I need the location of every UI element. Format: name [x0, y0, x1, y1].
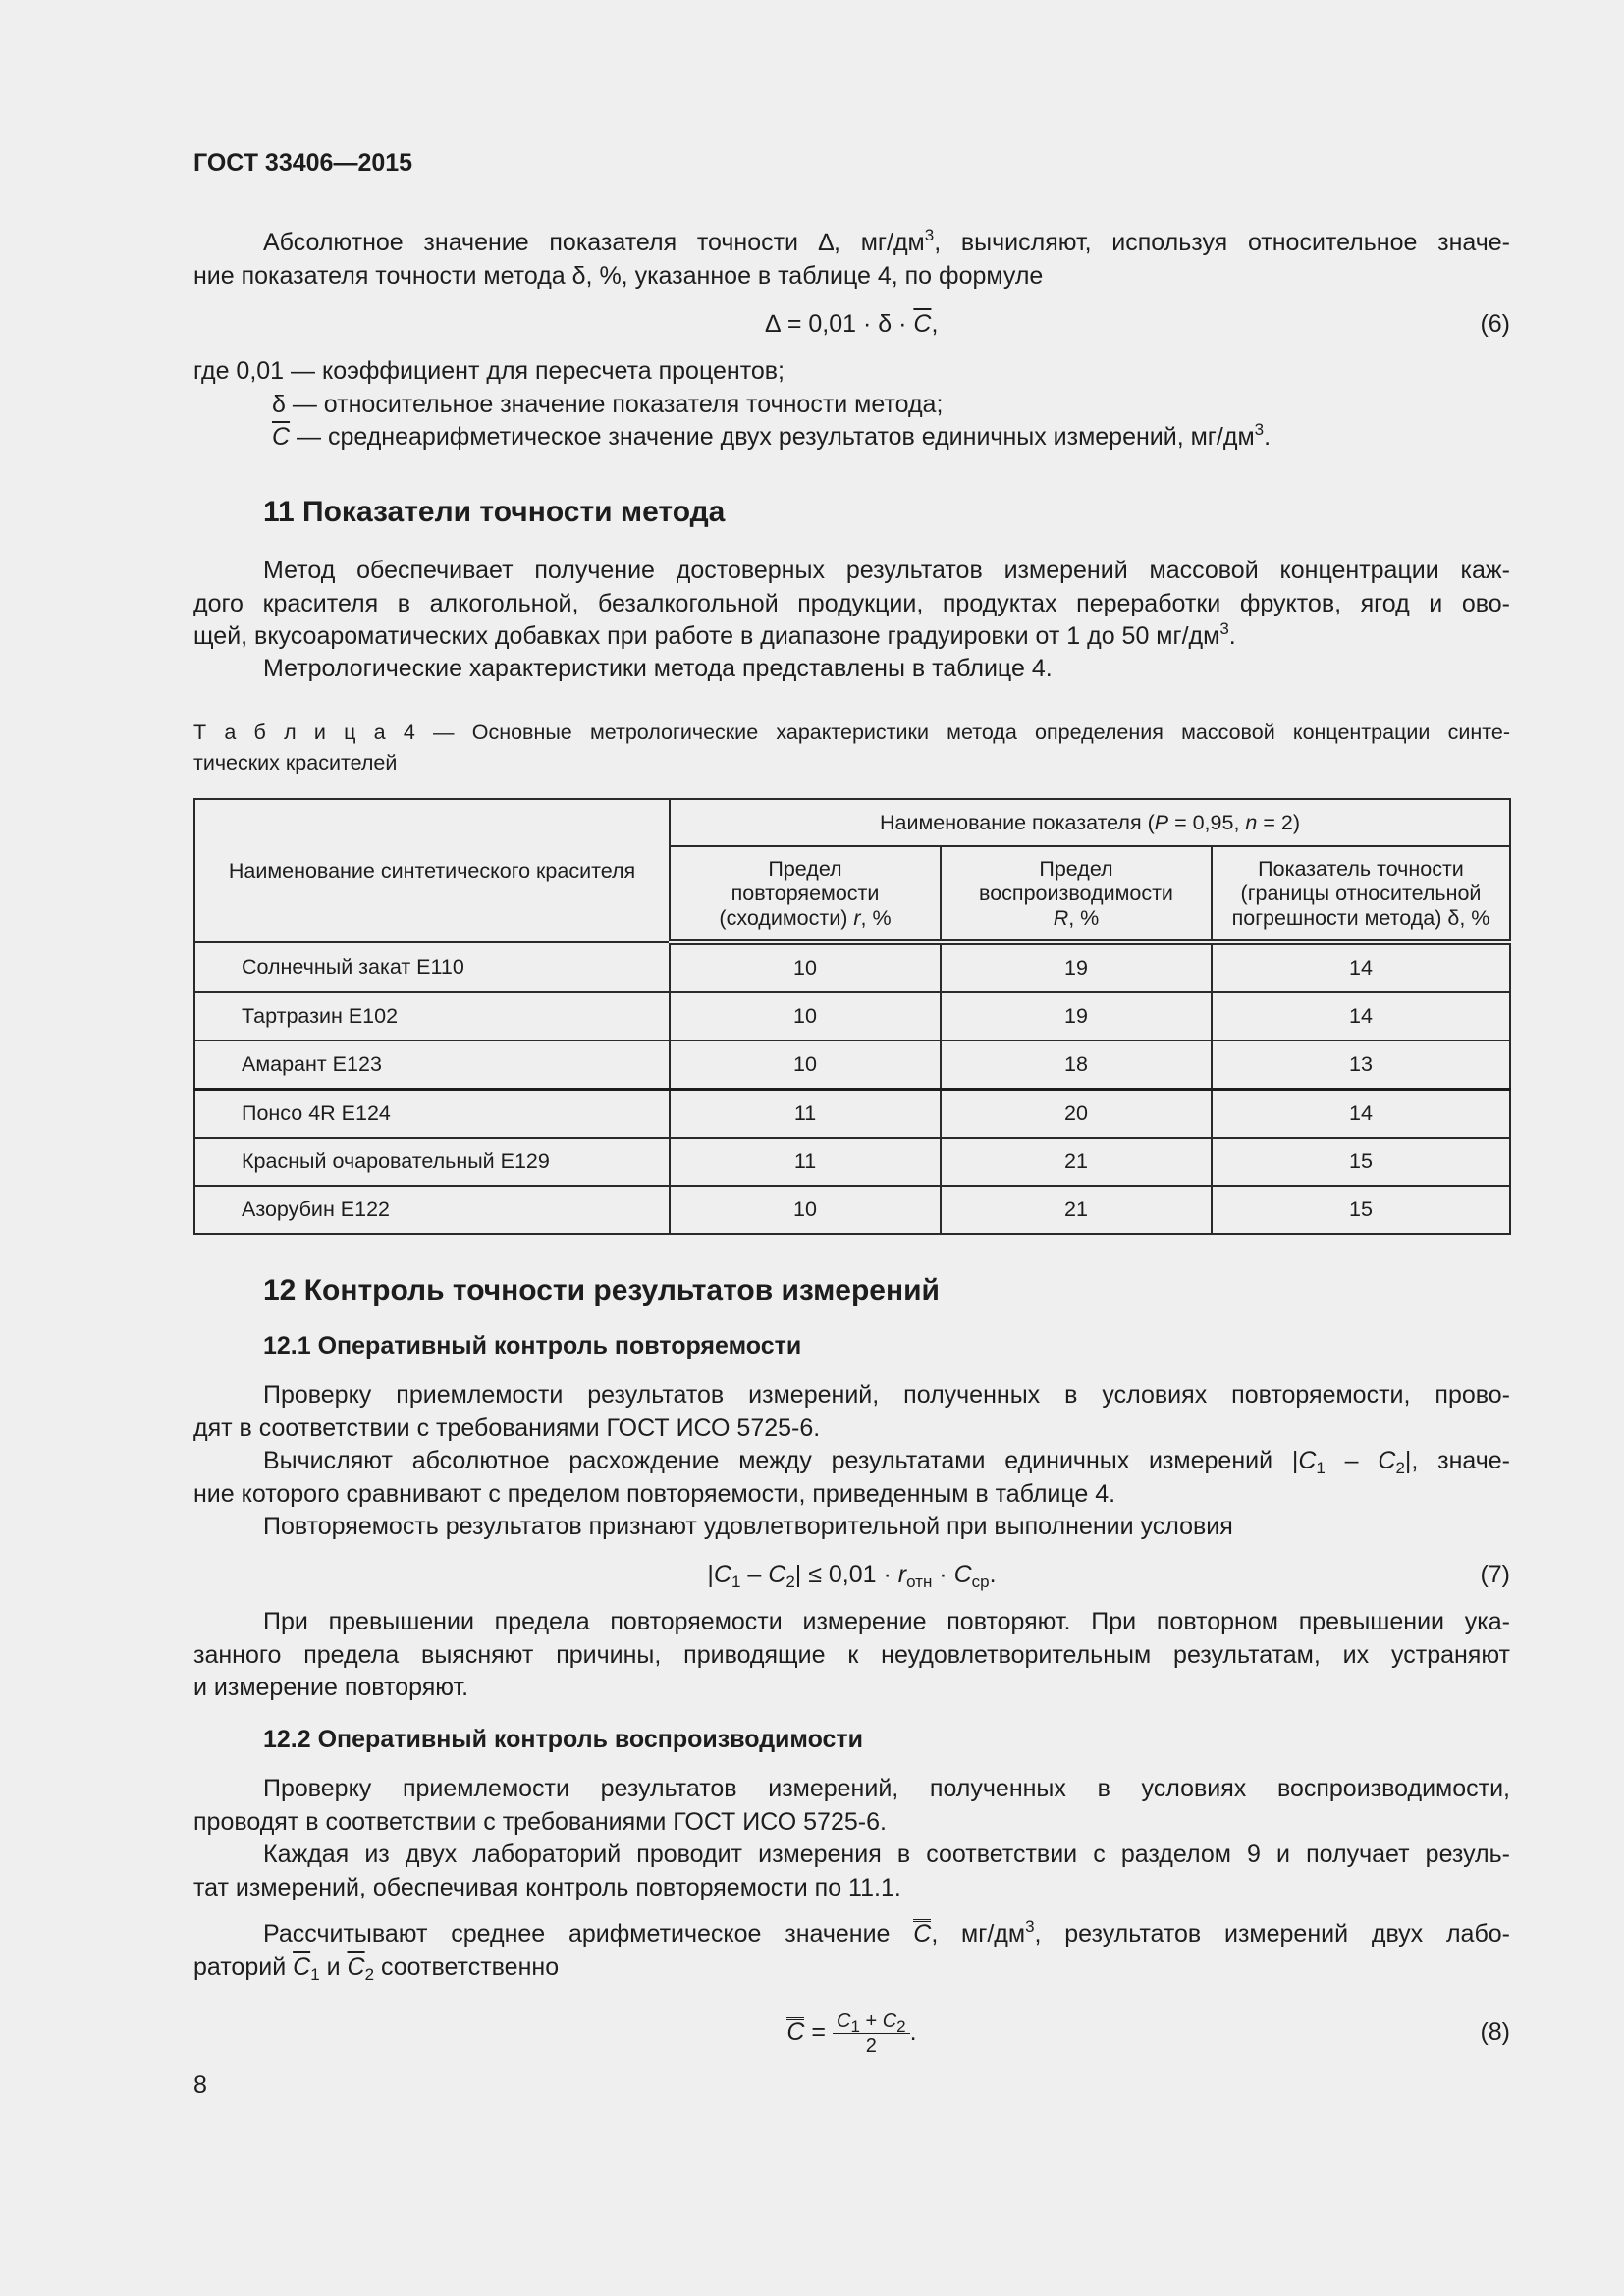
repeatability-cell: 10 [670, 1186, 941, 1234]
paragraph-11-metrology [193, 653, 1510, 686]
table-row [194, 942, 1510, 992]
table-row [194, 1090, 1510, 1139]
accuracy-cell: 13 [1212, 1041, 1510, 1090]
text-segment: n [1245, 810, 1258, 834]
text-segment: воспроизводимости [979, 881, 1173, 905]
paragraph-12-1-c [193, 1511, 1510, 1544]
text-line [193, 1478, 1510, 1512]
text-line [1213, 881, 1509, 906]
paragraph-12-1-a [193, 1379, 1510, 1445]
text-line [193, 748, 1510, 778]
text-segment: (границы относительной [1240, 881, 1482, 905]
text-line [193, 653, 1510, 686]
text-segment: C [713, 1561, 731, 1588]
repeatability-cell: 11 [670, 1138, 941, 1186]
text-line [1213, 906, 1509, 931]
text-segment: При превышении предела повторяемости измерение повторяют. При повторном превышении ука- [263, 1608, 1510, 1635]
paragraph-accuracy-formula-intro [193, 227, 1510, 293]
text-segment: C [913, 1920, 932, 1948]
text-segment: – [740, 1561, 769, 1588]
col-accuracy-header [1212, 846, 1510, 942]
text-segment: 1 [1316, 1459, 1326, 1477]
text-segment: . [989, 1561, 997, 1588]
formula-7 [193, 1558, 1510, 1591]
col-dye-name-header: Наименование синтетического красителя [194, 799, 670, 942]
dye-name-cell: Понсо 4R Е124 [194, 1090, 670, 1139]
formula-7-text [707, 1561, 997, 1591]
text-segment: 1 [731, 1573, 741, 1591]
paragraph-11-method [193, 555, 1510, 654]
text-line [193, 227, 1510, 260]
formula-8-lhs: C [786, 2018, 805, 2046]
text-segment: $\overline{C}$ [347, 1952, 365, 1981]
frac-sub1: 1 [850, 2016, 860, 2036]
paragraph-12-1-d [193, 1606, 1510, 1705]
text-segment: отн [906, 1573, 933, 1591]
text-segment: Проверку приемлемости результатов измерений, полученных в условиях повторяемости, прово- [263, 1381, 1510, 1409]
text-segment: 3 [1219, 619, 1229, 638]
text-line [193, 1639, 1510, 1673]
table-row [194, 992, 1510, 1041]
text-segment: R [1053, 905, 1069, 930]
text-line [193, 1445, 1510, 1478]
table-4-caption [193, 718, 1510, 778]
text-line [193, 1918, 1510, 1951]
formula-8-fraction [833, 2009, 910, 2057]
text-segment: соответственно [374, 1952, 560, 1981]
text-segment: , вычисляют, используя относительное значе- [934, 229, 1510, 256]
text-segment: 3 [1254, 420, 1265, 439]
reproducibility-cell: 20 [941, 1090, 1212, 1139]
text-segment: Проверку приемлемости результатов измерений, полученных в условиях воспроизводимости, [263, 1775, 1510, 1802]
section-11-heading: 11 Показатели точности метода [263, 496, 726, 528]
formula-8-eq: = [804, 2018, 833, 2046]
formula-6-c: $\overline{C}$ [913, 310, 932, 338]
text-line [193, 1872, 1510, 1905]
section-12-2-heading: 12.2 Оперативный контроль воспроизводимости [263, 1726, 864, 1753]
text-segment: = 0,95, [1168, 810, 1246, 834]
text-segment: Предел [768, 856, 842, 881]
dye-name-cell: Амарант Е123 [194, 1041, 670, 1090]
dye-name-cell: Тартразин Е102 [194, 992, 670, 1041]
formula-6-legend [193, 355, 1510, 454]
paragraph-12-1-b [193, 1445, 1510, 1511]
text-segment: щей, вкусоароматических добавках при работе в диапазоне градуировки от 1 до 50 мг/дм [193, 622, 1220, 650]
dye-name-cell: Азорубин Е122 [194, 1186, 670, 1234]
formula-6 [193, 307, 1510, 341]
text-segment: Метрологические характеристики метода представлены в таблице 4. [263, 655, 1053, 682]
text-segment: Повторяемость результатов признают удовлетворительной при выполнении условия [263, 1513, 1233, 1540]
text-segment: . [1264, 423, 1272, 451]
text-segment: 1 [310, 1964, 320, 1984]
section-12-heading: 12 Контроль точности результатов измерений [263, 1274, 940, 1307]
text-line [193, 1806, 1510, 1840]
text-line [193, 1672, 1510, 1705]
text-segment: тат измерений, обеспечивая контроль повторяемости по 11.1. [193, 1873, 901, 1901]
text-segment: Т а б л и ц а 4 — Основные метрологические характеристики метода определения массовой концентрации синте- [193, 721, 1510, 744]
text-line [193, 588, 1510, 621]
text-segment: и измерение повторяют. [193, 1674, 469, 1701]
formula-6-end: , [931, 310, 939, 338]
text-segment: 3 [1025, 1918, 1035, 1936]
formula-8-end: . [909, 2018, 917, 2046]
text-segment: тических красителей [193, 751, 398, 774]
text-line [193, 1413, 1510, 1446]
text-line [193, 718, 1510, 748]
text-segment: , результатов измерений двух лабо- [1034, 1920, 1510, 1948]
text-segment: погрешности метода) δ, % [1231, 905, 1490, 930]
text-segment: C [953, 1561, 972, 1588]
text-line [671, 906, 940, 931]
repeatability-cell: 10 [670, 942, 941, 992]
frac-plus: + [859, 2009, 883, 2032]
text-line [671, 881, 940, 906]
repeatability-cell: 11 [670, 1090, 941, 1139]
text-line [942, 857, 1211, 881]
text-segment: – [1325, 1447, 1379, 1474]
text-segment: $\overline{C}$ [272, 423, 291, 451]
accuracy-cell: 14 [1212, 942, 1510, 992]
text-segment: ние показателя точности метода δ, %, указанное в таблице 4, по формуле [193, 261, 1044, 290]
text-line [193, 1951, 1510, 1985]
text-segment: ние которого сравнивают с пределом повторяемости, приведенным в таблице 4. [193, 1479, 1116, 1508]
text-segment: проводят в соответствии с требованиями ГОСТ ИСО 5725-6. [193, 1807, 887, 1836]
text-segment: δ — относительное значение показателя точности метода; [272, 390, 944, 418]
frac-c1: C [836, 2009, 851, 2032]
paragraph-12-2-a [193, 1773, 1510, 1839]
text-segment: , мг/дм [931, 1920, 1026, 1948]
text-segment: и [319, 1952, 348, 1981]
text-line [1213, 857, 1509, 881]
text-segment: Абсолютное значение показателя точности ∆, мг/дм [263, 229, 925, 256]
text-segment: (сходимости) [719, 905, 854, 930]
frac-denominator: 2 [865, 2034, 877, 2056]
text-line [193, 1773, 1510, 1806]
text-segment: , % [860, 905, 892, 930]
text-segment: где 0,01 — коэффициент для пересчета процентов; [193, 357, 785, 385]
text-segment: C [768, 1561, 786, 1588]
text-segment: раторий [193, 1952, 294, 1981]
table-4 [193, 798, 1511, 1235]
frac-sub2: 2 [896, 2016, 906, 2036]
text-segment: | ≤ 0,01 · [794, 1561, 898, 1588]
text-segment: — среднеарифметическое значение двух результатов единичных измерений, мг/дм [290, 423, 1255, 451]
text-segment: $\overline{C}$ [293, 1952, 311, 1981]
text-segment: |, значе- [1404, 1447, 1510, 1474]
formula-6-number: (6) [1480, 310, 1510, 338]
text-segment: дого красителя в алкогольной, безалкогольной продукции, продуктах переработки фруктов, ягод и ово- [193, 589, 1510, 617]
formula-6-text: ∆ = 0,01 · δ · [765, 310, 914, 338]
col-repeatability-header [670, 846, 941, 942]
text-line [193, 1606, 1510, 1639]
formula-8 [193, 2002, 1510, 2061]
text-segment: 2 [785, 1573, 795, 1591]
text-segment: Вычисляют абсолютное расхождение между результатами единичных измерений | [263, 1447, 1299, 1474]
accuracy-cell: 15 [1212, 1138, 1510, 1186]
document-header: ГОСТ 33406—2015 [193, 149, 413, 177]
reproducibility-cell: 19 [941, 992, 1212, 1041]
col-reproducibility-header [941, 846, 1212, 942]
text-segment: занного предела выясняют причины, приводящие к неудовлетворительным результатам, их устраняют [193, 1640, 1510, 1669]
accuracy-cell: 14 [1212, 1090, 1510, 1139]
text-segment: r [897, 1561, 907, 1588]
text-segment: Наименование показателя ( [880, 810, 1155, 834]
text-segment: 2 [1395, 1459, 1405, 1477]
text-segment: Предел [1039, 856, 1113, 881]
formula-7-number: (7) [1480, 1561, 1510, 1588]
repeatability-cell: 10 [670, 1041, 941, 1090]
table-row [194, 1186, 1510, 1234]
reproducibility-cell: 21 [941, 1186, 1212, 1234]
accuracy-cell: 15 [1212, 1186, 1510, 1234]
text-segment: C [1298, 1447, 1317, 1474]
text-line [671, 857, 940, 881]
text-segment: 3 [924, 227, 935, 244]
text-segment: · [932, 1561, 954, 1588]
text-segment: . [1228, 622, 1236, 650]
text-segment: , % [1068, 905, 1100, 930]
frac-c2: C [882, 2009, 897, 2032]
text-segment: повторяемости [731, 881, 880, 905]
table-row [194, 1138, 1510, 1186]
text-segment: дят в соответствии с требованиями ГОСТ ИСО 5725-6. [193, 1414, 821, 1442]
text-segment: = 2) [1257, 810, 1300, 834]
table-row [194, 1041, 1510, 1090]
text-line [193, 260, 1510, 294]
text-line [193, 355, 1510, 389]
text-segment: | [707, 1561, 714, 1588]
dye-name-cell: Солнечный закат Е110 [194, 942, 670, 992]
page-number: 8 [193, 2071, 207, 2099]
reproducibility-cell: 19 [941, 942, 1212, 992]
text-segment: Метод обеспечивает получение достоверных результатов измерений массовой концентрации каж- [263, 557, 1510, 584]
repeatability-cell: 10 [670, 992, 941, 1041]
text-segment: Каждая из двух лабораторий проводит измерения в соответствии с разделом 9 и получает резуль- [263, 1841, 1510, 1868]
text-line [942, 906, 1211, 931]
text-segment: r [853, 905, 861, 930]
dye-name-cell: Красный очаровательный Е129 [194, 1138, 670, 1186]
text-line [193, 1839, 1510, 1872]
section-12-1-heading: 12.1 Оперативный контроль повторяемости [263, 1332, 802, 1360]
text-line [193, 620, 1510, 654]
table-header-row-1 [194, 799, 1510, 846]
text-line [193, 421, 1510, 454]
text-segment: C [1378, 1447, 1396, 1474]
paragraph-12-2-b [193, 1839, 1510, 1904]
text-segment: Рассчитывают среднее арифметическое значение [263, 1920, 914, 1948]
group-header [670, 799, 1510, 846]
reproducibility-cell: 18 [941, 1041, 1212, 1090]
paragraph-12-2-c [193, 1918, 1510, 1984]
text-line [193, 1511, 1510, 1544]
text-line [942, 881, 1211, 906]
text-segment: P [1154, 810, 1169, 834]
reproducibility-cell: 21 [941, 1138, 1212, 1186]
text-segment: Показатель точности [1258, 856, 1464, 881]
accuracy-cell: 14 [1212, 992, 1510, 1041]
text-segment: 2 [364, 1964, 375, 1984]
text-segment: ср [971, 1573, 990, 1591]
text-line [193, 1379, 1510, 1413]
text-line [193, 555, 1510, 588]
text-line [193, 389, 1510, 422]
formula-8-number: (8) [1480, 2018, 1510, 2046]
